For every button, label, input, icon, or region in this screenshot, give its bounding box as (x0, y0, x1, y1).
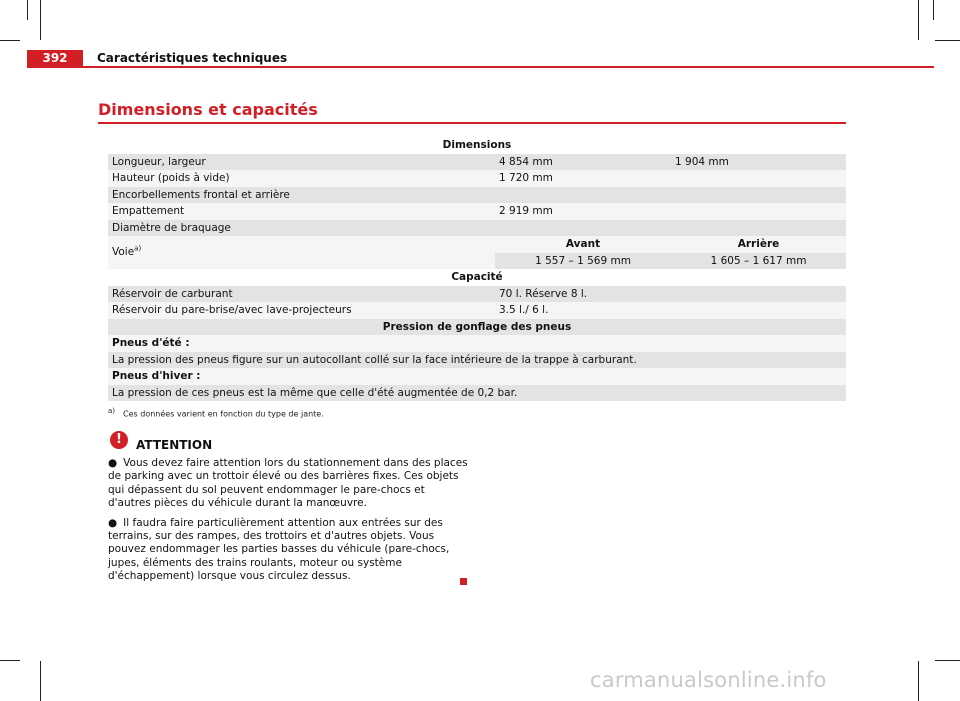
attention-item-text: Il faudra faire particulièrement attention aux entrées sur des terrains, sur des rampes, des trottoirs et d'autres objets. Vous pouvez endommager les parties basses du véhicule (pare-chocs, jupes, éléments des trains roulants, moteur ou système d'échappement) lorsque vous circulez dessus. (108, 516, 450, 583)
track-value-row (495, 253, 846, 270)
section-end-icon (460, 578, 467, 585)
row-label: Empattement (112, 205, 185, 218)
attention-title: ATTENTION (136, 438, 213, 452)
table-row (108, 170, 846, 187)
footnote-text: Ces données varient en fonction du type de jante. (123, 409, 324, 419)
table-row (108, 385, 846, 402)
crop-mark (0, 40, 20, 41)
attention-body (108, 457, 468, 590)
header-rule (27, 66, 934, 68)
attention-item (108, 457, 468, 511)
table-row (108, 220, 846, 237)
footnote (108, 407, 324, 419)
table-row (108, 286, 846, 303)
track-label-text: Voie (112, 246, 135, 258)
crop-mark (0, 660, 20, 661)
track-header-row (495, 236, 846, 253)
table-row (108, 302, 846, 319)
crop-mark (27, 0, 28, 20)
row-label: Diamètre de braquage (112, 221, 231, 234)
crop-mark (933, 0, 934, 20)
section-rule (98, 122, 846, 124)
crop-mark (935, 40, 960, 41)
table-row (108, 187, 846, 204)
table-row (108, 352, 846, 369)
crop-mark (918, 0, 919, 40)
table-heading-row (108, 319, 846, 336)
summer-tyres-label: Pneus d'été : (112, 337, 190, 350)
dimensions-heading: Dimensions (442, 139, 512, 152)
row-label: Réservoir de carburant (112, 287, 233, 300)
row-value: 1 720 mm (499, 172, 553, 185)
row-value: 70 l. Réserve 8 l. (499, 287, 588, 300)
track-values (495, 236, 846, 269)
crop-mark (40, 661, 41, 701)
running-title: Caractéristiques techniques (97, 51, 288, 65)
front-value: 1 557 – 1 569 mm (535, 254, 631, 267)
page-number: 392 (27, 50, 83, 67)
table-heading-row (108, 269, 846, 286)
crop-mark (40, 0, 41, 40)
row-value: 4 854 mm (499, 155, 553, 168)
bullet-icon: ● (108, 457, 118, 469)
row-label: Longueur, largeur (112, 155, 206, 168)
row-label: Encorbellements frontal et arrière (112, 188, 290, 201)
section-title: Dimensions et capacités (98, 100, 318, 119)
table-row (108, 368, 846, 385)
rear-value: 1 605 – 1 617 mm (710, 254, 807, 267)
attention-item (108, 517, 468, 584)
front-header: Avant (565, 238, 601, 251)
track-label (108, 236, 495, 269)
tyre-pressure-heading: Pression de gonflage des pneus (382, 320, 572, 333)
crop-mark (935, 660, 960, 661)
footnote-ref: a) (134, 244, 142, 253)
row-label: Réservoir du pare-brise/avec lave-projecteurs (112, 304, 352, 317)
row-label: Hauteur (poids à vide) (112, 172, 230, 185)
table-row (108, 335, 846, 352)
footnote-mark: a) (108, 407, 116, 415)
spec-table (108, 137, 846, 401)
row-value: 3.5 l./ 6 l. (499, 304, 549, 317)
winter-tyres-text: La pression de ces pneus est la même que celle d'été augmentée de 0,2 bar. (112, 386, 518, 399)
capacity-heading: Capacité (451, 271, 503, 284)
table-row (108, 154, 846, 171)
warning-icon: ! (110, 431, 128, 449)
attention-item-text: Vous devez faire attention lors du stationnement dans des places de parking avec un trottoir élevé ou des barrières fixes. Ces objets qui dépassent du sol peuvent endommager le pare-chocs et d'autres pièces du véhicule durant la manœuvre. (108, 457, 468, 510)
table-row (108, 203, 846, 220)
row-value: 1 904 mm (675, 155, 729, 168)
row-value: 2 919 mm (499, 205, 553, 218)
crop-mark (918, 661, 919, 701)
bullet-icon: ● (108, 516, 118, 529)
watermark: carmanualsonline.info (590, 668, 827, 692)
winter-tyres-label: Pneus d'hiver : (112, 370, 201, 383)
track-row (108, 236, 846, 269)
table-heading-row (108, 137, 846, 154)
summer-tyres-text: La pression des pneus figure sur un autocollant collé sur la face intérieure de la trappe à carburant. (112, 353, 637, 366)
rear-header: Arrière (737, 238, 780, 251)
